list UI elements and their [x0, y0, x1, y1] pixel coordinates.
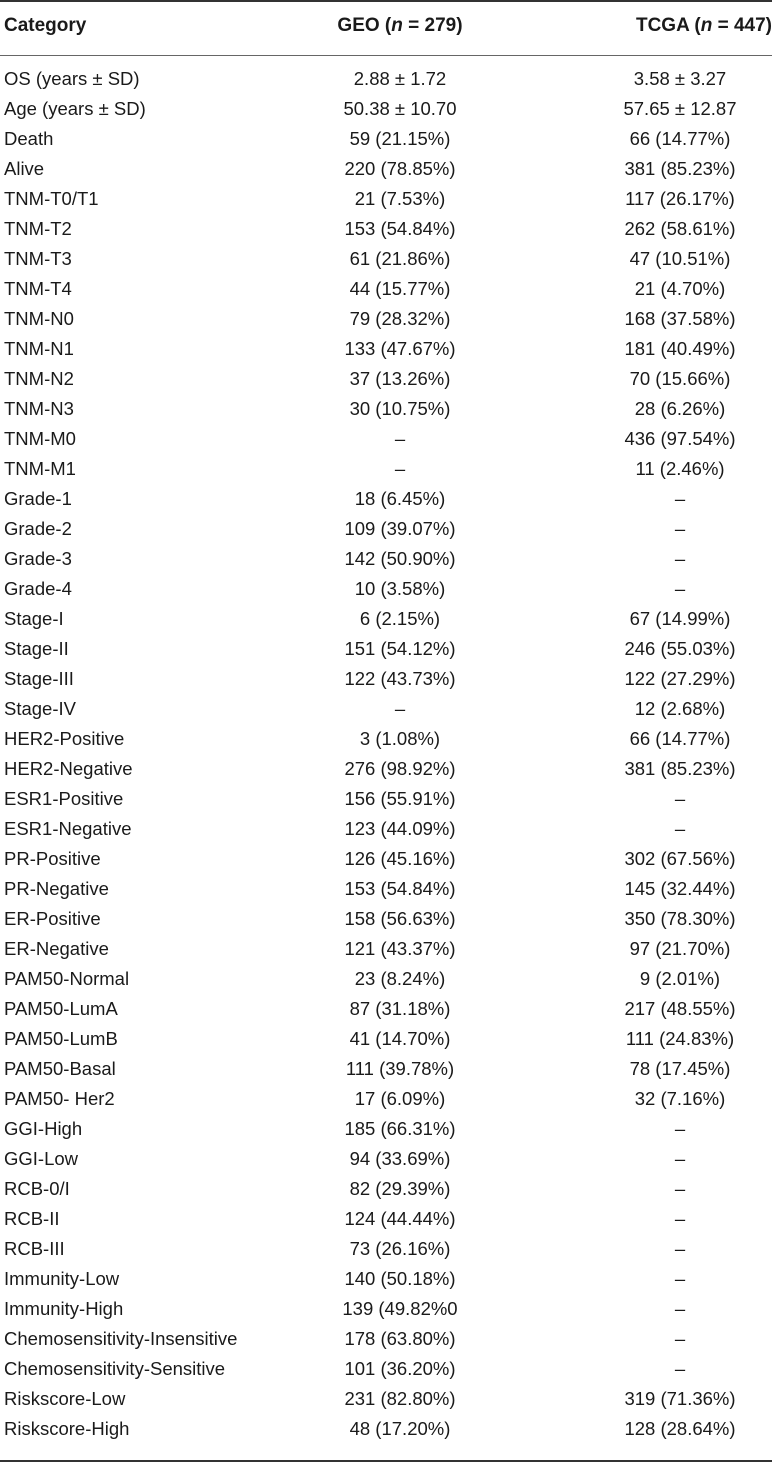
cell-geo: 124 (44.44%): [344, 1208, 456, 1229]
cell-tcga: 66 (14.77%): [629, 728, 731, 749]
cell-tcga: 319 (71.36%): [624, 1388, 736, 1409]
cell-category: TNM-T2: [4, 218, 72, 239]
cell-category: PAM50-Basal: [4, 1058, 116, 1079]
table-row: [0, 905, 772, 935]
cell-geo: –: [394, 428, 406, 449]
cell-tcga: 70 (15.66%): [629, 368, 731, 389]
cell-tcga: 66 (14.77%): [629, 128, 731, 149]
cell-geo: 121 (43.37%): [344, 938, 456, 959]
cell-category: OS (years ± SD): [4, 68, 140, 89]
cell-tcga: –: [674, 1208, 686, 1229]
cell-geo: 109 (39.07%): [344, 518, 456, 539]
cell-category: Stage-III: [4, 668, 74, 689]
cell-category: Grade-1: [4, 488, 72, 509]
cell-geo: 21 (7.53%): [354, 188, 446, 209]
cell-tcga: 145 (32.44%): [624, 878, 736, 899]
cell-geo: 231 (82.80%): [344, 1388, 456, 1409]
cell-category: Riskscore-High: [4, 1418, 130, 1439]
table-row: [0, 185, 772, 215]
cell-tcga: 67 (14.99%): [629, 608, 731, 629]
cell-tcga: –: [674, 818, 686, 839]
cell-tcga: –: [674, 578, 686, 599]
table-row: [0, 605, 772, 635]
table-row: [0, 65, 772, 95]
cell-geo: 151 (54.12%): [344, 638, 456, 659]
cell-geo: 122 (43.73%): [344, 668, 456, 689]
cell-geo: 30 (10.75%): [349, 398, 451, 419]
cell-tcga: 12 (2.68%): [634, 698, 726, 719]
table-row: [0, 275, 772, 305]
cell-geo: 18 (6.45%): [354, 488, 446, 509]
table-row: [0, 1415, 772, 1445]
header-category: Category: [4, 15, 87, 36]
cell-category: GGI-High: [4, 1118, 83, 1139]
cell-category: TNM-T3: [4, 248, 72, 269]
table-row: [0, 95, 772, 125]
table-row: [0, 245, 772, 275]
table-row: [0, 1235, 772, 1265]
cell-geo: 6 (2.15%): [359, 608, 441, 629]
cell-tcga: 381 (85.23%): [624, 158, 736, 179]
cell-category: HER2-Negative: [4, 758, 133, 779]
table-row: [0, 215, 772, 245]
table-row: [0, 545, 772, 575]
cell-geo: 23 (8.24%): [354, 968, 446, 989]
cell-category: Alive: [4, 158, 45, 179]
cell-tcga: 381 (85.23%): [624, 758, 736, 779]
cell-category: Stage-II: [4, 638, 69, 659]
cell-category: TNM-N0: [4, 308, 74, 329]
cell-geo: 94 (33.69%): [349, 1148, 451, 1169]
header-geo-prefix: GEO (: [337, 15, 392, 36]
cell-tcga: –: [674, 518, 686, 539]
header-tcga-n: n: [700, 15, 713, 36]
cell-tcga: –: [674, 1328, 686, 1349]
header-tcga: [612, 15, 772, 37]
cell-category: Riskscore-Low: [4, 1388, 126, 1409]
table-row: [0, 1025, 772, 1055]
cell-tcga: 181 (40.49%): [624, 338, 736, 359]
table-row: [0, 1205, 772, 1235]
table-row: [0, 1325, 772, 1355]
cell-tcga: 262 (58.61%): [624, 218, 736, 239]
table-row: [0, 125, 772, 155]
cell-geo: 59 (21.15%): [349, 128, 451, 149]
cell-geo: 48 (17.20%): [349, 1418, 451, 1439]
cell-tcga: 11 (2.46%): [635, 458, 725, 479]
cell-category: Immunity-High: [4, 1298, 124, 1319]
cell-tcga: –: [674, 548, 686, 569]
cell-category: Grade-2: [4, 518, 72, 539]
cell-geo: 44 (15.77%): [349, 278, 451, 299]
table-row: [0, 695, 772, 725]
cell-tcga: –: [674, 1178, 686, 1199]
cell-geo: 73 (26.16%): [349, 1238, 451, 1259]
cell-category: Chemosensitivity-Insensitive: [4, 1328, 238, 1349]
cell-geo: 220 (78.85%): [344, 158, 456, 179]
table-row: [0, 965, 772, 995]
table-row: [0, 485, 772, 515]
table-header-rule: [0, 55, 772, 56]
cell-tcga: 9 (2.01%): [639, 968, 721, 989]
cell-category: ESR1-Positive: [4, 788, 124, 809]
cell-geo: 3 (1.08%): [359, 728, 441, 749]
cell-tcga: –: [674, 1118, 686, 1139]
cell-category: PAM50-LumB: [4, 1028, 118, 1049]
cell-geo: 50.38 ± 10.70: [343, 98, 457, 119]
cell-tcga: 302 (67.56%): [624, 848, 736, 869]
header-tcga-prefix: TCGA (: [635, 15, 701, 36]
cell-geo: 61 (21.86%): [349, 248, 451, 269]
table-row: [0, 1385, 772, 1415]
cell-category: Immunity-Low: [4, 1268, 120, 1289]
table-row: [0, 1265, 772, 1295]
table-row: [0, 1175, 772, 1205]
cell-geo: 139 (49.82%0: [342, 1298, 458, 1319]
cell-geo: 153 (54.84%): [344, 878, 456, 899]
table-header-row: [0, 0, 772, 55]
table-row: [0, 725, 772, 755]
cell-tcga: 246 (55.03%): [624, 638, 736, 659]
table-row: [0, 1085, 772, 1115]
cell-tcga: –: [674, 1238, 686, 1259]
header-geo-suffix: = 279): [402, 15, 463, 36]
table-row: [0, 155, 772, 185]
cell-tcga: 21 (4.70%): [634, 278, 726, 299]
cell-category: Grade-3: [4, 548, 72, 569]
header-geo: [330, 15, 470, 37]
cell-geo: 41 (14.70%): [349, 1028, 451, 1049]
cell-geo: 101 (36.20%): [344, 1358, 456, 1379]
cell-category: TNM-M1: [4, 458, 76, 479]
cell-category: TNM-N3: [4, 398, 74, 419]
cell-geo: 126 (45.16%): [344, 848, 456, 869]
cell-geo: –: [394, 458, 406, 479]
table-row: [0, 1355, 772, 1385]
cell-geo: 178 (63.80%): [344, 1328, 456, 1349]
cell-category: TNM-T0/T1: [4, 188, 99, 209]
cell-category: ESR1-Negative: [4, 818, 132, 839]
cell-tcga: –: [674, 1268, 686, 1289]
table-row: [0, 395, 772, 425]
cell-tcga: 217 (48.55%): [624, 998, 736, 1019]
cell-category: PR-Negative: [4, 878, 109, 899]
table-row: [0, 995, 772, 1025]
cell-category: Death: [4, 128, 54, 149]
cell-tcga: 32 (7.16%): [634, 1088, 726, 1109]
cell-geo: 2.88 ± 1.72: [353, 68, 447, 89]
cell-category: ER-Negative: [4, 938, 109, 959]
cell-category: RCB-0/I: [4, 1178, 70, 1199]
cell-geo: –: [394, 698, 406, 719]
cell-geo: 185 (66.31%): [344, 1118, 456, 1139]
table-row: [0, 935, 772, 965]
table-row: [0, 455, 772, 485]
cell-tcga: 117 (26.17%): [625, 188, 735, 209]
cell-tcga: 128 (28.64%): [624, 1418, 736, 1439]
cell-category: TNM-N1: [4, 338, 74, 359]
cell-geo: 156 (55.91%): [344, 788, 456, 809]
cell-tcga: 111 (24.83%): [625, 1028, 735, 1049]
cell-category: TNM-T4: [4, 278, 72, 299]
cell-category: RCB-II: [4, 1208, 60, 1229]
table-row: [0, 1055, 772, 1085]
cell-tcga: –: [674, 1148, 686, 1169]
cell-category: RCB-III: [4, 1238, 65, 1259]
cell-category: TNM-N2: [4, 368, 74, 389]
cell-geo: 82 (29.39%): [349, 1178, 451, 1199]
cell-geo: 140 (50.18%): [344, 1268, 456, 1289]
header-geo-n: n: [391, 15, 403, 36]
table-row: [0, 635, 772, 665]
table-row: [0, 875, 772, 905]
cell-tcga: –: [674, 488, 686, 509]
cell-geo: 37 (13.26%): [349, 368, 451, 389]
table-row: [0, 755, 772, 785]
table-row: [0, 305, 772, 335]
cell-tcga: –: [674, 788, 686, 809]
cell-category: PAM50-LumA: [4, 998, 118, 1019]
table-row: [0, 1115, 772, 1145]
table-row: [0, 785, 772, 815]
cell-category: GGI-Low: [4, 1148, 79, 1169]
table-body: [0, 65, 772, 1445]
cell-geo: 123 (44.09%): [344, 818, 456, 839]
cell-geo: 87 (31.18%): [349, 998, 451, 1019]
cell-category: Stage-IV: [4, 698, 76, 719]
cell-tcga: 350 (78.30%): [624, 908, 736, 929]
cell-tcga: 3.58 ± 3.27: [633, 68, 727, 89]
cell-tcga: 97 (21.70%): [629, 938, 731, 959]
cell-category: ER-Positive: [4, 908, 101, 929]
cell-category: TNM-M0: [4, 428, 76, 449]
cell-category: Chemosensitivity-Sensitive: [4, 1358, 226, 1379]
table-row: [0, 575, 772, 605]
table-row: [0, 335, 772, 365]
table-row: [0, 1145, 772, 1175]
cell-tcga: 122 (27.29%): [624, 668, 736, 689]
cell-geo: 17 (6.09%): [354, 1088, 446, 1109]
cell-geo: 79 (28.32%): [349, 308, 451, 329]
cell-geo: 153 (54.84%): [344, 218, 456, 239]
cell-geo: 142 (50.90%): [344, 548, 456, 569]
table-row: [0, 365, 772, 395]
table-row: [0, 515, 772, 545]
cell-tcga: 78 (17.45%): [629, 1058, 731, 1079]
cell-geo: 111 (39.78%): [345, 1058, 455, 1079]
cell-category: Grade-4: [4, 578, 72, 599]
header-tcga-suffix: = 447): [712, 15, 772, 36]
cell-tcga: 57.65 ± 12.87: [623, 98, 737, 119]
cell-category: PAM50- Her2: [4, 1088, 115, 1109]
table-row: [0, 845, 772, 875]
cell-tcga: 436 (97.54%): [624, 428, 736, 449]
table-row: [0, 815, 772, 845]
cell-tcga: 47 (10.51%): [629, 248, 731, 269]
cell-tcga: 168 (37.58%): [624, 308, 736, 329]
cell-geo: 133 (47.67%): [344, 338, 456, 359]
cell-tcga: –: [674, 1358, 686, 1379]
cell-geo: 158 (56.63%): [344, 908, 456, 929]
table-row: [0, 665, 772, 695]
cell-geo: 276 (98.92%): [344, 758, 456, 779]
cell-category: PAM50-Normal: [4, 968, 130, 989]
cell-category: Age (years ± SD): [4, 98, 146, 119]
cell-category: PR-Positive: [4, 848, 101, 869]
cell-geo: 10 (3.58%): [354, 578, 446, 599]
table-row: [0, 1295, 772, 1325]
cell-category: HER2-Positive: [4, 728, 125, 749]
cell-tcga: 28 (6.26%): [634, 398, 726, 419]
cell-tcga: –: [674, 1298, 686, 1319]
table-row: [0, 425, 772, 455]
cell-category: Stage-I: [4, 608, 64, 629]
